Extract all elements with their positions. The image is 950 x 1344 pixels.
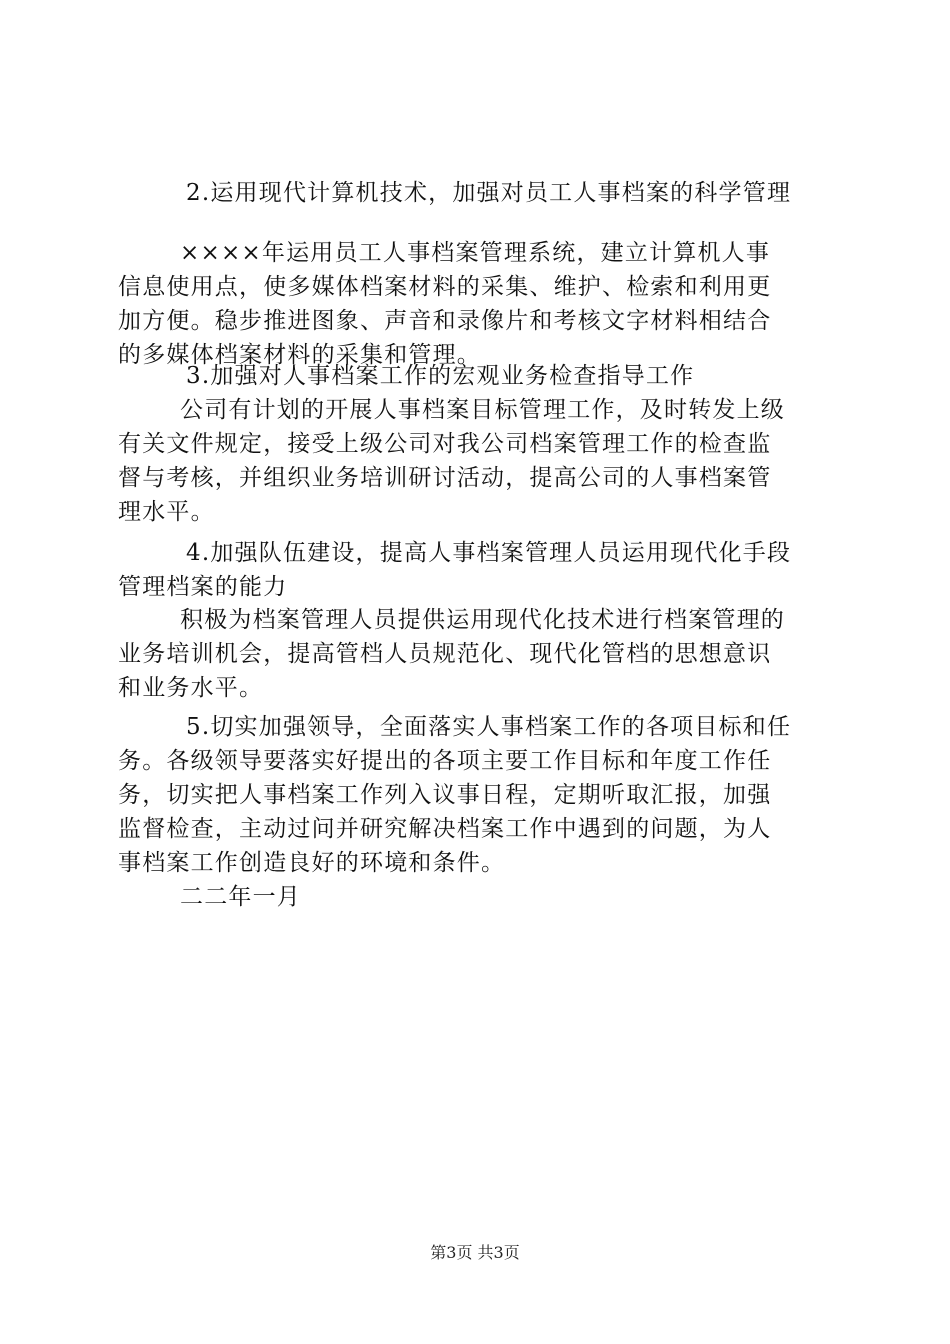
section-heading-4-continued: 管理档案的能力 bbox=[118, 574, 288, 600]
paragraph-line: 5.切实加强领导，全面落实人事档案工作的各项目标和任 bbox=[186, 714, 792, 740]
paragraph-line: 公司有计划的开展人事档案目标管理工作，及时转发上级 bbox=[180, 397, 785, 423]
paragraph-line: 监督检查，主动过问并研究解决档案工作中遇到的问题，为人 bbox=[118, 816, 772, 842]
paragraph-line: 业务培训机会，提高管档人员规范化、现代化管档的思想意识 bbox=[118, 641, 772, 667]
page-footer: 第3页 共3页 bbox=[430, 1243, 520, 1262]
paragraph-line: 的多媒体档案材料的采集和管理。 bbox=[118, 342, 481, 368]
paragraph-line: 积极为档案管理人员提供运用现代化技术进行档案管理的 bbox=[180, 607, 785, 633]
paragraph-line: 加方便。稳步推进图象、声音和录像片和考核文字材料相结合 bbox=[118, 308, 772, 334]
paragraph-line: 和业务水平。 bbox=[118, 675, 264, 701]
document-date: 二二年一月 bbox=[180, 884, 301, 910]
section-heading-2: 2.运用现代计算机技术，加强对员工人事档案的科学管理 bbox=[186, 180, 792, 206]
paragraph-line: 务，切实把人事档案工作列入议事日程，定期听取汇报，加强 bbox=[118, 782, 772, 808]
paragraph-line: 理水平。 bbox=[118, 499, 215, 525]
paragraph-line: ××××年运用员工人事档案管理系统，建立计算机人事 bbox=[180, 240, 771, 266]
paragraph-line: 信息使用点，使多媒体档案材料的采集、维护、检索和利用更 bbox=[118, 274, 772, 300]
paragraph-line: 督与考核，并组织业务培训研讨活动，提高公司的人事档案管 bbox=[118, 465, 772, 491]
paragraph-line: 务。各级领导要落实好提出的各项主要工作目标和年度工作任 bbox=[118, 748, 772, 774]
paragraph-line: 有关文件规定，接受上级公司对我公司档案管理工作的检查监 bbox=[118, 431, 772, 457]
section-heading-4: 4.加强队伍建设，提高人事档案管理人员运用现代化手段 bbox=[186, 540, 792, 566]
paragraph-line: 事档案工作创造良好的环境和条件。 bbox=[118, 850, 506, 876]
section-heading-3: 3.加强对人事档案工作的宏观业务检查指导工作 bbox=[186, 363, 695, 389]
